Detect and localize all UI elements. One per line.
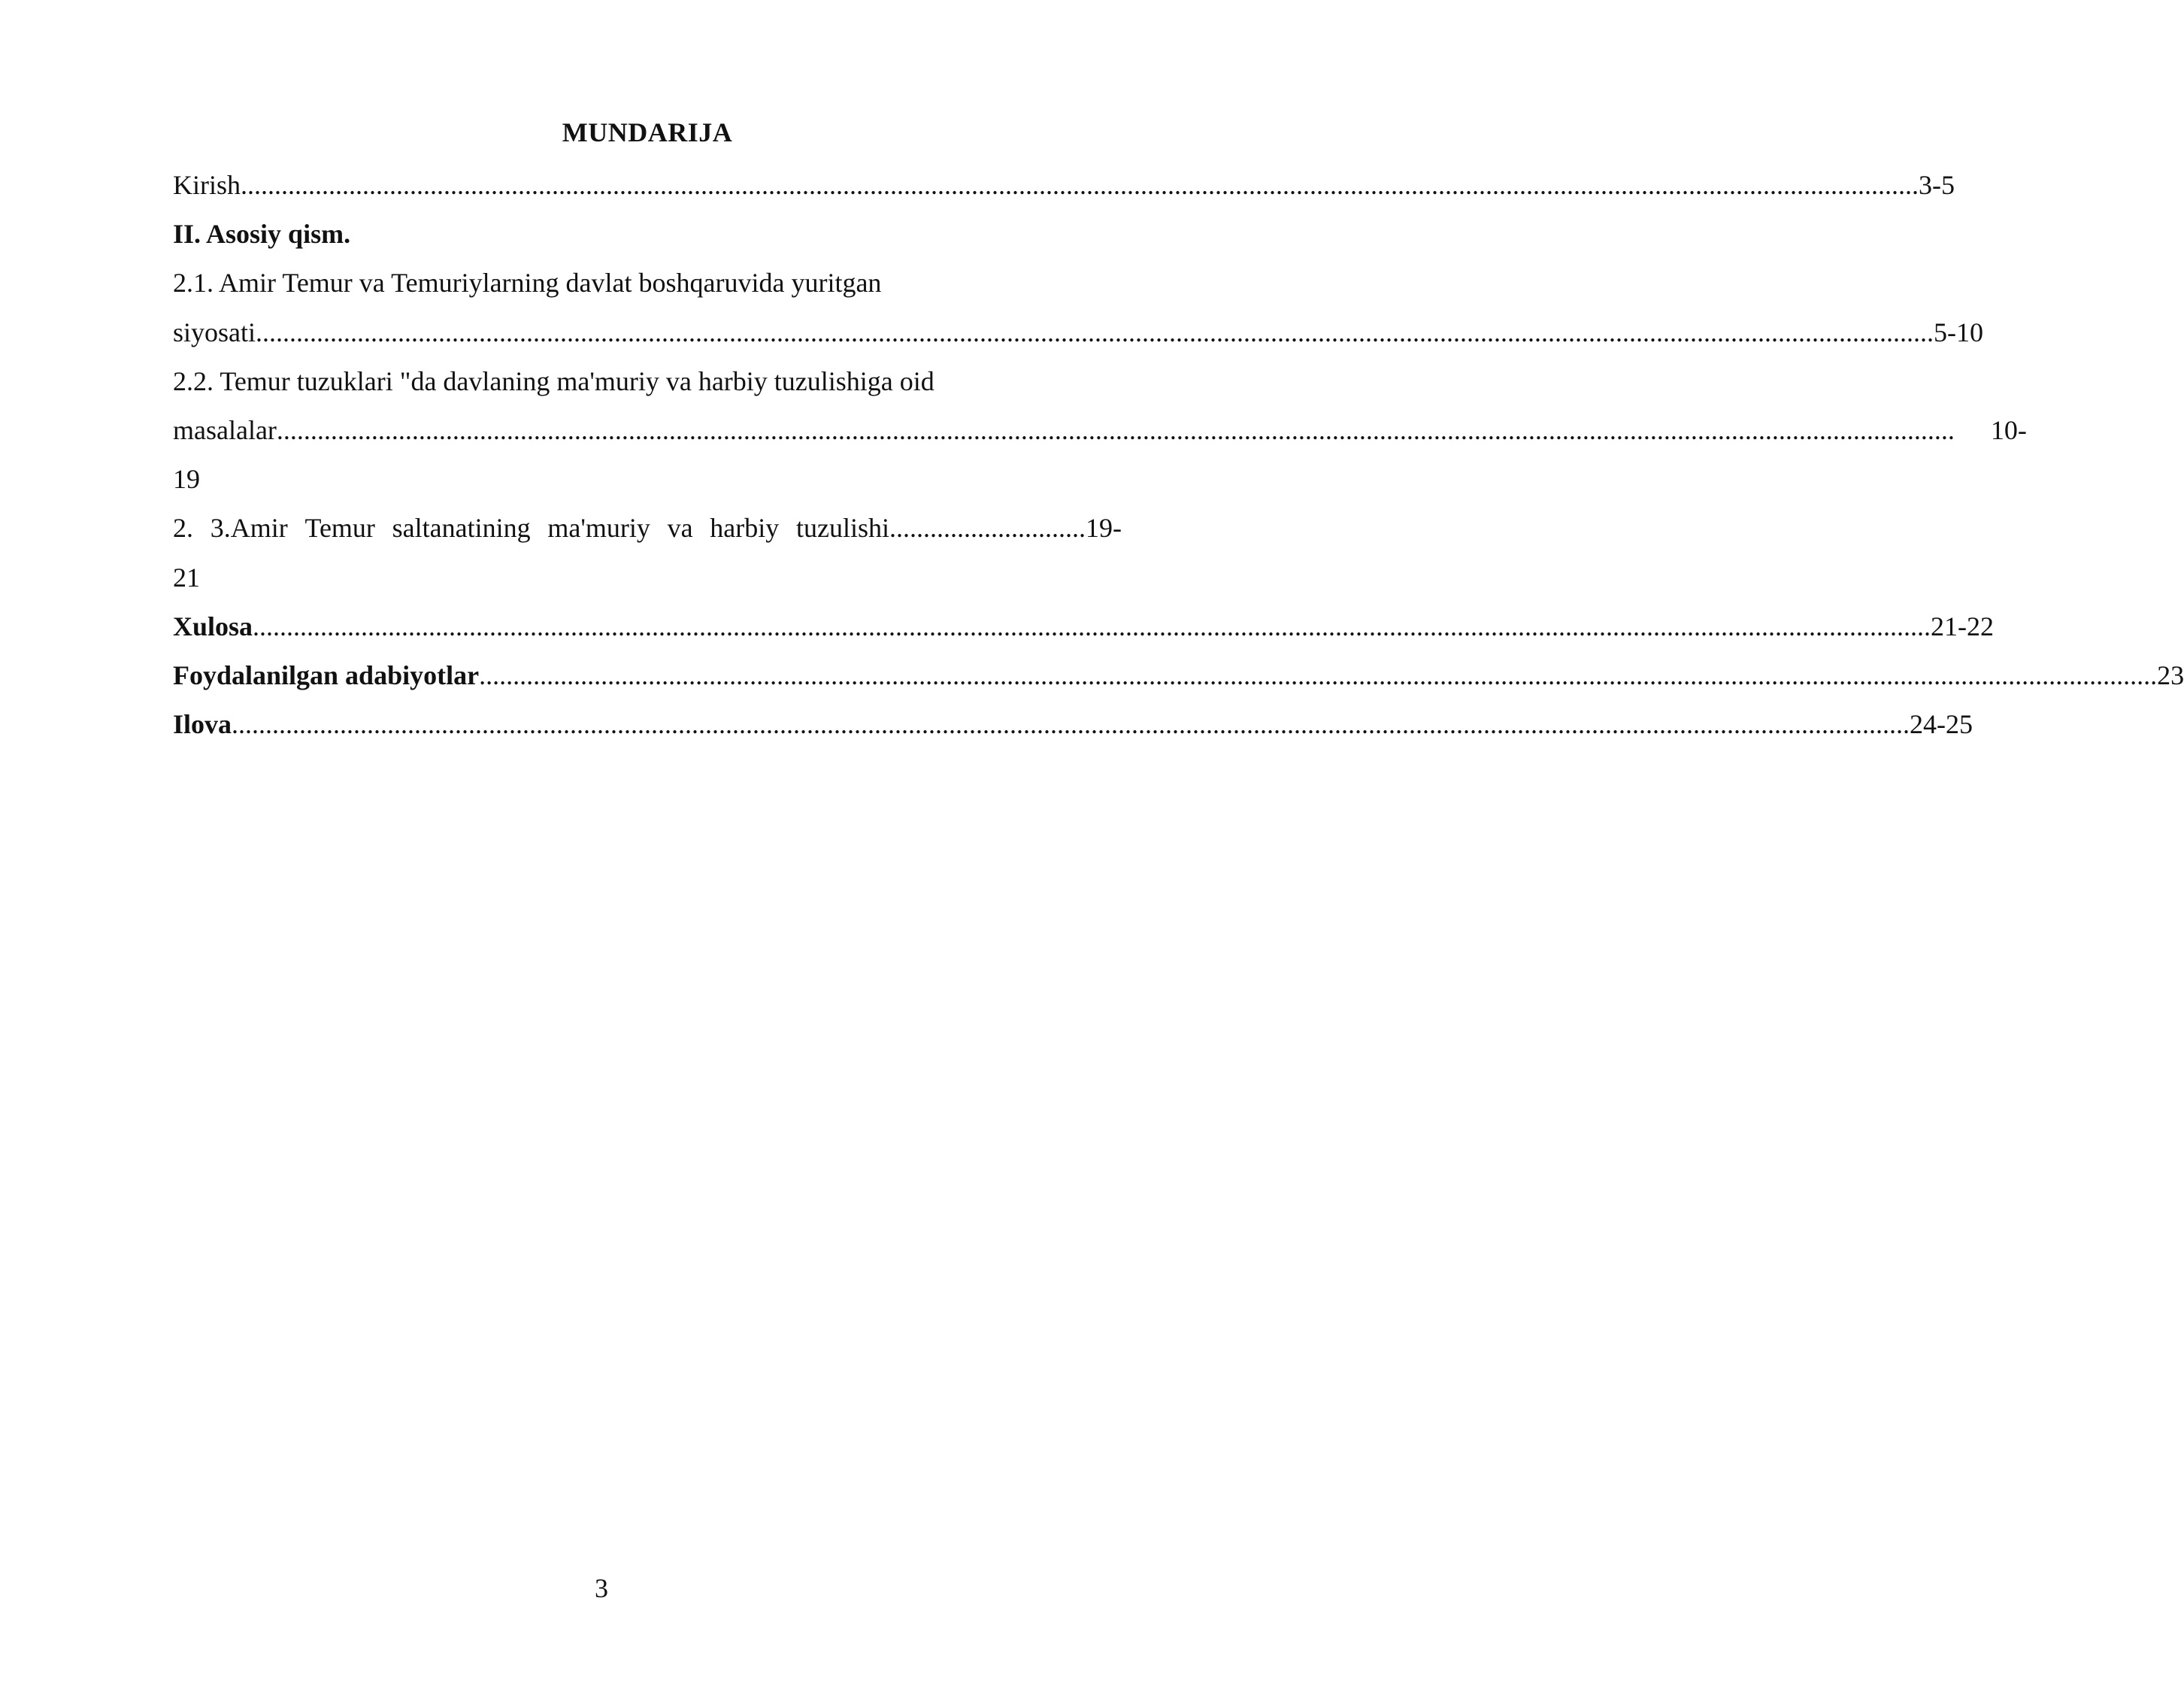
leader-dots: ............................. <box>889 513 1086 544</box>
toc-entry-label: Xulosa <box>173 611 253 641</box>
toc-entry-2-1-title: 2.1. Amir Temur va Temuriylarning davlat boshqaruvida yuritgan <box>173 268 882 299</box>
toc-entry-2-2-title: 2.2. Temur tuzuklari "da davlaning ma'muriy va harbiy tuzulishiga oid <box>173 365 934 396</box>
toc-word: va <box>667 513 693 544</box>
leader-dots: ........................................................................................................................................................................................................................................................ <box>232 709 1910 740</box>
toc-entry-kirish <box>173 161 1955 210</box>
leader-dots: ........................................................................................................................................................................................................................................................ <box>241 170 1919 200</box>
toc-entry-2-3 <box>173 504 1122 553</box>
toc-entry-pages: 24-25 <box>1910 709 1973 740</box>
toc-entry-xulosa <box>173 602 1995 651</box>
leader-dots: ........................................................................................................................................................................................................................................................ <box>479 659 2158 690</box>
toc-word: 2. <box>173 513 193 544</box>
toc-entry-pages: 21-22 <box>1931 611 1995 641</box>
toc-entry-pages: 3-5 <box>1919 170 1955 200</box>
toc-entry-2-2 <box>173 406 2027 455</box>
toc-entry-label: siyosati <box>173 317 256 347</box>
toc-entry-pages: 19- <box>1085 513 1122 544</box>
leader-dots: ........................................................................................................................................................................................................................................................ <box>256 317 1934 347</box>
toc-entry-2-1 <box>173 308 1984 357</box>
toc-entry-label: Kirish <box>173 170 241 200</box>
toc-entry-ilova <box>173 700 1973 749</box>
toc-title: MUNDARIJA <box>562 117 733 147</box>
toc-word: 3.Amir <box>210 513 288 544</box>
toc-entry-pages: 23 <box>2157 659 2184 690</box>
toc-entry-label: Ilova <box>173 709 232 740</box>
toc-entry-foydalanilgan-adabiyotlar <box>173 651 2184 700</box>
toc-word: Temur <box>304 513 375 544</box>
toc-entry-pages-continued: 19 <box>173 464 200 495</box>
leader-dots: ........................................................................................................................................................................................................................................................ <box>253 611 1931 641</box>
toc-word: saltanatining <box>392 513 531 544</box>
page-number: 3 <box>595 1573 608 1603</box>
table-of-contents <box>173 111 2184 749</box>
toc-word: harbiy <box>710 513 780 544</box>
leader-dots: ........................................................................................................................................................................................................................................................ <box>276 414 1955 445</box>
toc-entry-pages: 5-10 <box>1934 317 1984 347</box>
toc-word: tuzulishi <box>795 513 889 544</box>
toc-entry-label: Foydalanilgan adabiyotlar <box>173 659 480 690</box>
toc-section-heading: II. Asosiy qism. <box>173 219 351 250</box>
toc-word: ma'muriy <box>547 513 650 544</box>
toc-entry-pages-continued: 21 <box>173 562 200 593</box>
toc-entry-pages: 10- <box>1990 414 2027 445</box>
toc-entry-label: masalalar <box>173 414 277 445</box>
